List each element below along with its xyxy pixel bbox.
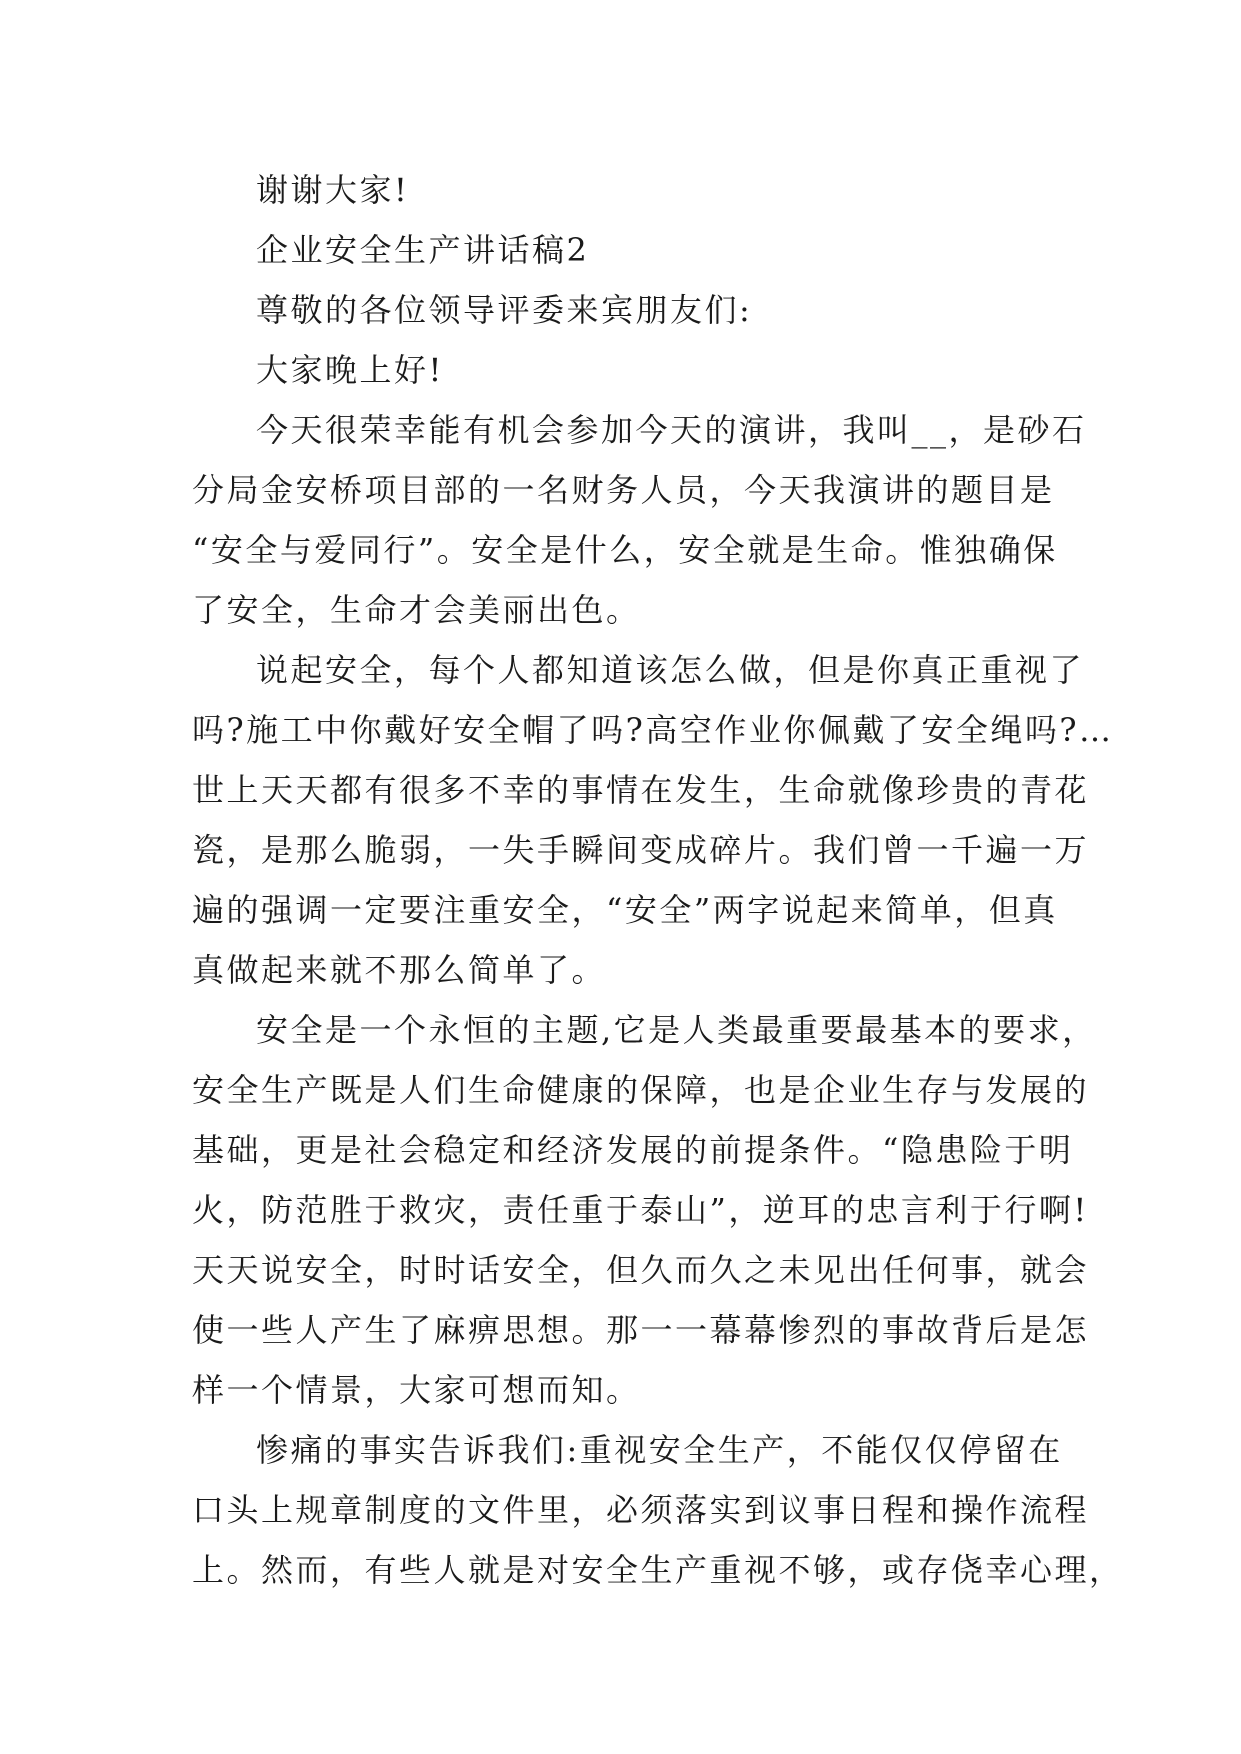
text-line: 瓷，是那么脆弱，一失手瞬间变成碎片。我们曾一千遍一万 bbox=[192, 831, 1090, 869]
text-line: 惨痛的事实告诉我们:重视安全生产，不能仅仅停留在 bbox=[256, 1431, 1063, 1469]
text-line: 样一个情景，大家可想而知。 bbox=[192, 1371, 641, 1409]
text-line: 基础，更是社会稳定和经济发展的前提条件。“隐患险于明 bbox=[192, 1131, 1074, 1169]
text-line: 火，防范胜于救灾，责任重于泰山”，逆耳的忠言利于行啊! bbox=[192, 1191, 1089, 1229]
text-line: 上。然而，有些人就是对安全生产重视不够，或存侥幸心理， bbox=[192, 1551, 1124, 1589]
text-line: 大家晚上好! bbox=[256, 351, 444, 389]
text-line: “安全与爱同行”。安全是什么，安全就是生命。惟独确保 bbox=[192, 531, 1058, 569]
text-line: 说起安全，每个人都知道该怎么做，但是你真正重视了 bbox=[256, 651, 1085, 689]
text-line: 尊敬的各位领导评委来宾朋友们: bbox=[256, 291, 753, 329]
text-line: 遍的强调一定要注重安全，“安全”两字说起来简单，但真 bbox=[192, 891, 1058, 929]
text-line: 世上天天都有很多不幸的事情在发生，生命就像珍贵的青花 bbox=[192, 771, 1090, 809]
text-line: 真做起来就不那么简单了。 bbox=[192, 951, 607, 989]
text-line: 今天很荣幸能有机会参加今天的演讲，我叫__，是砂石 bbox=[256, 411, 1087, 449]
text-line: 企业安全生产讲话稿2 bbox=[256, 231, 590, 269]
text-line: 吗?施工中你戴好安全帽了吗?高空作业你佩戴了安全绳吗?… bbox=[192, 711, 1114, 749]
text-line: 了安全，生命才会美丽出色。 bbox=[192, 591, 641, 629]
text-line: 分局金安桥项目部的一名财务人员，今天我演讲的题目是 bbox=[192, 471, 1055, 509]
text-line: 使一些人产生了麻痹思想。那一一幕幕惨烈的事故背后是怎 bbox=[192, 1311, 1090, 1349]
text-line: 安全生产既是人们生命健康的保障，也是企业生存与发展的 bbox=[192, 1071, 1090, 1109]
text-line: 口头上规章制度的文件里，必须落实到议事日程和操作流程 bbox=[192, 1491, 1090, 1529]
document-body bbox=[192, 160, 1124, 1600]
text-line: 天天说安全，时时话安全，但久而久之未见出任何事，就会 bbox=[192, 1251, 1090, 1289]
text-line: 谢谢大家! bbox=[256, 171, 410, 209]
text-line: 安全是一个永恒的主题,它是人类最重要最基本的要求， bbox=[256, 1011, 1097, 1049]
